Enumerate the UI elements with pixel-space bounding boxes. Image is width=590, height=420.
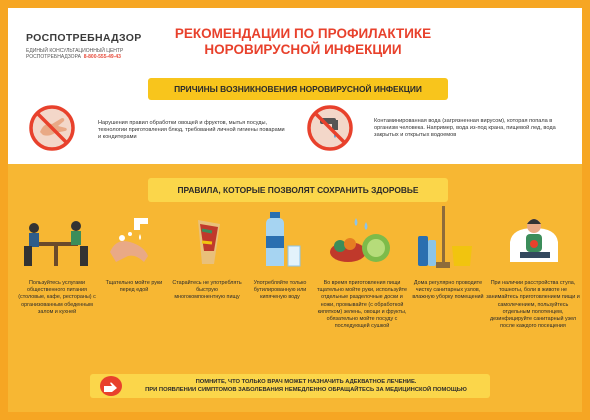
wash-hands-icon (100, 212, 160, 268)
notice-banner (90, 374, 490, 398)
brand-name: РОСПОТРЕБНАДЗОР (26, 32, 142, 44)
shawarma-icon (182, 212, 234, 268)
brand-block (26, 32, 142, 60)
cause-2-text: Контаминированная вода (загрязненная вирусом), которая попала в организм человека. Например, вода из-под крана, пищевой лед, вода закрытых и открытых водоемов (374, 118, 556, 138)
brand-sub2: РОСПОТРЕБНАДЗОРА (26, 54, 81, 60)
top-section (8, 8, 582, 164)
cleaning-icon (412, 206, 478, 270)
rule-2-text: Тщательно мойте руки перед едой (105, 280, 163, 294)
rule-1-text: Пользуйтесь услугами общественного питания (столовые, кафе, рестораны) с организованным обеденным залом и кухней (18, 280, 96, 315)
no-hands-icon (28, 104, 76, 152)
notice-line1: ПОМНИТЕ, ЧТО ТОЛЬКО ВРАЧ МОЖЕТ НАЗНАЧИТЬ АДЕКВАТНОЕ ЛЕЧЕНИЕ. (195, 379, 417, 385)
vegetables-icon (326, 214, 396, 268)
rule-3-text: Старайтесь не употреблять быструю многокомпонентную пищу (172, 280, 242, 301)
rule-6-text: Дома регулярно проводите чистку санитарных узлов, влажную уборку помещений (412, 280, 484, 301)
rule-5-text: Во время приготовления пищи тщательно мойте руки, используйте отдельные разделочные доски и ножи, промывайте (с обработкой кипятком) зелень, овощи и фрукты, обязательно мойте посуду с последующей сушкой (316, 280, 408, 330)
poster-title: РЕКОМЕНДАЦИИ ПО ПРОФИЛАКТИКЕ НОРОВИРУСНОЙ ИНФЕКЦИИ (174, 26, 432, 57)
notice-text (130, 378, 482, 394)
brand-phone: 8-800-555-49-43 (83, 54, 121, 60)
no-tap-water-icon (306, 104, 354, 152)
causes-header: ПРИЧИНЫ ВОЗНИКНОВЕНИЯ НОРОВИРУСНОЙ ИНФЕКЦИИ (148, 78, 448, 100)
rules-header: ПРАВИЛА, КОТОРЫЕ ПОЗВОЛЯТ СОХРАНИТЬ ЗДОРОВЬЕ (148, 178, 448, 202)
cafe-icon (20, 212, 92, 268)
rule-7-text: При наличии расстройства стула, тошноты, боли в животе не занимайтесь приготовлением пищи и самолечением, пользуйтесь отдельным полотенцем, дезинфицируйте санитарный узел после каждого посещения (486, 280, 580, 330)
brand-subtitle (26, 48, 142, 60)
pointing-hand-icon (100, 376, 122, 396)
brand-sub1: ЕДИНЫЙ КОНСУЛЬТАЦИОННЫЙ ЦЕНТР (26, 48, 124, 54)
notice-line2: ПРИ ПОЯВЛЕНИИ СИМПТОМОВ ЗАБОЛЕВАНИЯ НЕМЕДЛЕННО ОБРАЩАЙТЕСЬ ЗА МЕДИЦИНСКОЙ ПОМОЩЬЮ (145, 387, 467, 393)
rule-4-text: Употребляйте только бутилированную или кипяченую воду (253, 280, 307, 301)
poster (8, 8, 582, 412)
water-bottle-icon (258, 210, 306, 270)
cause-1-text: Нарушения правил обработки овощей и фруктов, мытья посуды, технологии приготовления блюд, требований личной гигиены поварами и кондитерами (98, 120, 285, 140)
sick-person-icon (506, 212, 568, 268)
